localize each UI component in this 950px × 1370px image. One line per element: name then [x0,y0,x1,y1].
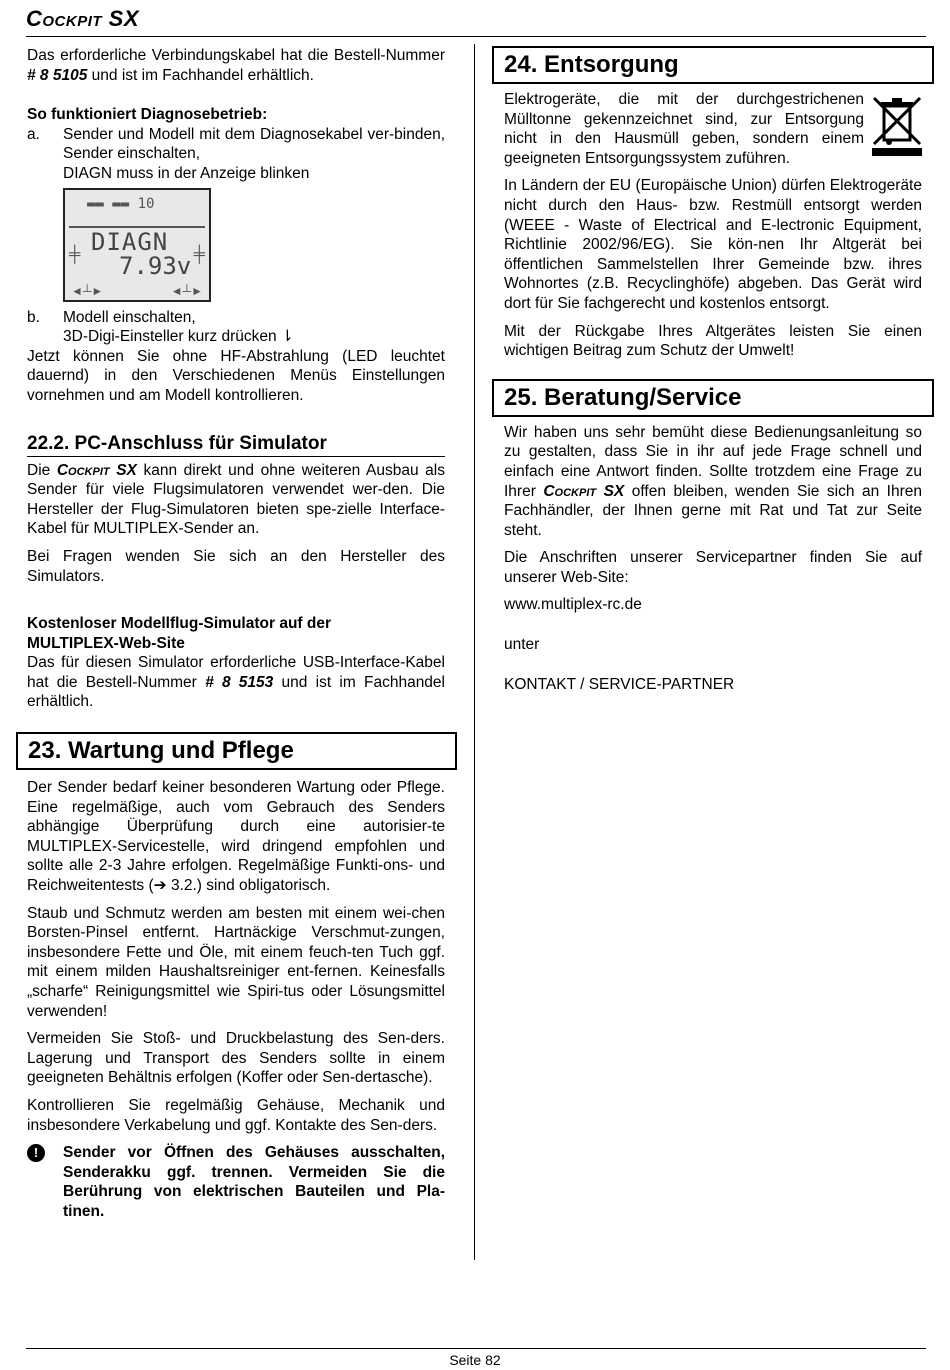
crossed-bin-icon [872,94,922,156]
manufacturer-paragraph: Bei Fragen wenden Sie sich an den Hersteller des Simulators. [27,547,445,585]
diag-title: So funktioniert Diagnosebetrieb: [27,106,268,124]
lcd-right-marker: ╪ [193,245,205,263]
warning-note: ! Sender vor Öffnen des Gehäuses ausschalten, Senderakku ggf. trennen. Vermeiden Sie die Berührung von elektrischen Bauteilen und Pla-tinen. [27,1143,445,1221]
service-paragraph: Wir haben uns sehr bemüht diese Bedienungsanleitung so zu gestalten, dass Sie in ihr auf jede Frage schnell und einfach eine Antwort finden. Sollte trotzdem eine Frage zu Ihrer Cockpit SX offen bleiben, wenden Sie sich an Ihren Fachhändler, der Ihnen gerne mit Rat und Tat zur Seite steht. [504,423,922,539]
usb-cable-paragraph: Das für diesen Simulator erforderliche USB-Interface-Kabel hat die Bestell-Nummer # 8 5153 und ist im Fachhandel erhältlich. [27,654,445,711]
lcd-left-marker: ╪ [69,245,81,263]
header-brand: Cockpit SX [26,6,140,31]
page-number: Seite 82 [449,1352,501,1368]
warning-icon: ! [27,1144,45,1162]
kontakt-text: KONTAKT / SERVICE-PARTNER [504,675,735,693]
free-sim-title-1: Kostenloser Modellflug-Simulator auf der [27,615,331,633]
disposal-paragraph: Elektrogeräte, die mit der durchgestrichenen Mülltonne gekennzeichnet sind, zur Entsorgung nicht in den Hausmüll geben, sondern einem geeigneten Entsorgungssystem zuführen. [504,91,864,167]
section-24-heading: 24. Entsorgung [492,46,934,84]
free-sim-title-2: MULTIPLEX-Web-Site [27,634,185,652]
right-column [492,46,932,694]
lcd-voltage-text: 7.93v [119,251,192,280]
disposal-block [504,90,922,168]
storage-paragraph: Vermeiden Sie Stoß- und Druckbelastung des Sen-ders. Lagerung und Transport des Senders sollte in einem geeigneten Behältnis erfolgen (Koffer oder Sen-dertasche). [27,1030,445,1087]
list-item-b: b. Modell einschalten, 3D-Digi-Einsteller kurz drücken ⇂ [27,308,294,346]
website-url[interactable]: www.multiplex-rc.de [504,596,642,614]
eu-weee-paragraph: In Ländern der EU (Europäische Union) dürfen Elektrogeräte nicht durch den Haus- bzw. Restmüll entsorgt werden (WEEE - Waste of Electrical and E-lectronic Equipment, Richtlinie 2002/96/EG). Sie kön-nen Ihr Altgerät bei öffentlichen Sammelstellen Ihrer Gemeinde bzw. ihres Wohnortes (z.B. Recyclinghöfe) abgeben. Das Gerät wird dort für Sie fachgerecht und kostenlos entsorgt. [504,177,922,312]
hf-paragraph: Jetzt können Sie ohne HF-Abstrahlung (LED leuchtet dauernd) in den Verschiedenen Menüs Einstellungen vornehmen und am Modell kontrollieren. [27,347,445,404]
lcd-top-row: ▬▬ ▬▬ 10 [87,195,155,212]
environment-paragraph: Mit der Rückgabe Ihres Altgerätes leisten Sie einen wichtigen Beitrag zum Schutz der Umwelt! [504,322,922,360]
lcd-bottom-left-marker: ◄┴► [71,283,104,298]
cleaning-paragraph: Staub und Schmutz werden am besten mit einem wei-chen Borsten-Pinsel entfernt. Hartnäckige Verschmut-zungen, insbesondere Fette und Öle, mit einem feuch-ten Tuch ggf. mit einem milden Haushaltsreiniger ent-fernen. Keinesfalls „scharfe“ Reinigungsmittel wie Spiri-tus oder Lösungsmittel verwenden! [27,904,445,1020]
section-22-2-heading: 22.2. PC-Anschluss für Simulator [27,432,327,454]
inspection-paragraph: Kontrollieren Sie regelmäßig Gehäuse, Mechanik und insbesondere Verkabelung und ggf. Kontakte des Sen-ders. [27,1096,445,1134]
lcd-bottom-right-marker: ◄┴► [170,283,203,298]
header-rule [26,36,926,37]
unter-text: unter [504,636,540,654]
left-column [27,46,445,1222]
addresses-paragraph: Die Anschriften unserer Servicepartner finden Sie auf unserer Web-Site: [504,549,922,586]
list-item-a: a. Sender und Modell mit dem Diagnosekabel ver-binden, Sender einschalten, DIAGN muss in der Anzeige blinken [27,125,445,182]
lcd-display-image [63,188,211,302]
section-25-heading: 25. Beratung/Service [492,379,934,417]
footer-rule [26,1348,926,1349]
column-divider [474,44,475,1260]
maintenance-paragraph: Der Sender bedarf keiner besonderen Wartung oder Pflege. Eine regelmäßige, auch vom Gebrauch des Senders abhängige Überprüfung durch eine autorisier-te MULTIPLEX-Servicestelle, wird dringend empfohlen und sollte alle 2-3 Jahre erfolgen. Regelmäßige Funkti-ons- und Reichweitentests (➔ 3.2.) sind obligatorisch. [27,779,445,895]
lcd-diagn-text: DIAGN [91,227,169,256]
section-23-heading: 23. Wartung und Pflege [16,732,457,770]
cable-paragraph: Das erforderliche Verbindungskabel hat die Bestell-Nummer # 8 5105 und ist im Fachhandel erhältlich. [27,47,445,84]
simulator-paragraph: Die Cockpit SX kann direkt und ohne weiteren Ausbau als Sender für viele Flugsimulatoren verwendet wer-den. Die Hersteller der Flug-Simulatoren bieten spe-zielle Interface-Kabel für MULTIPLEX-Sender an. [27,461,445,538]
